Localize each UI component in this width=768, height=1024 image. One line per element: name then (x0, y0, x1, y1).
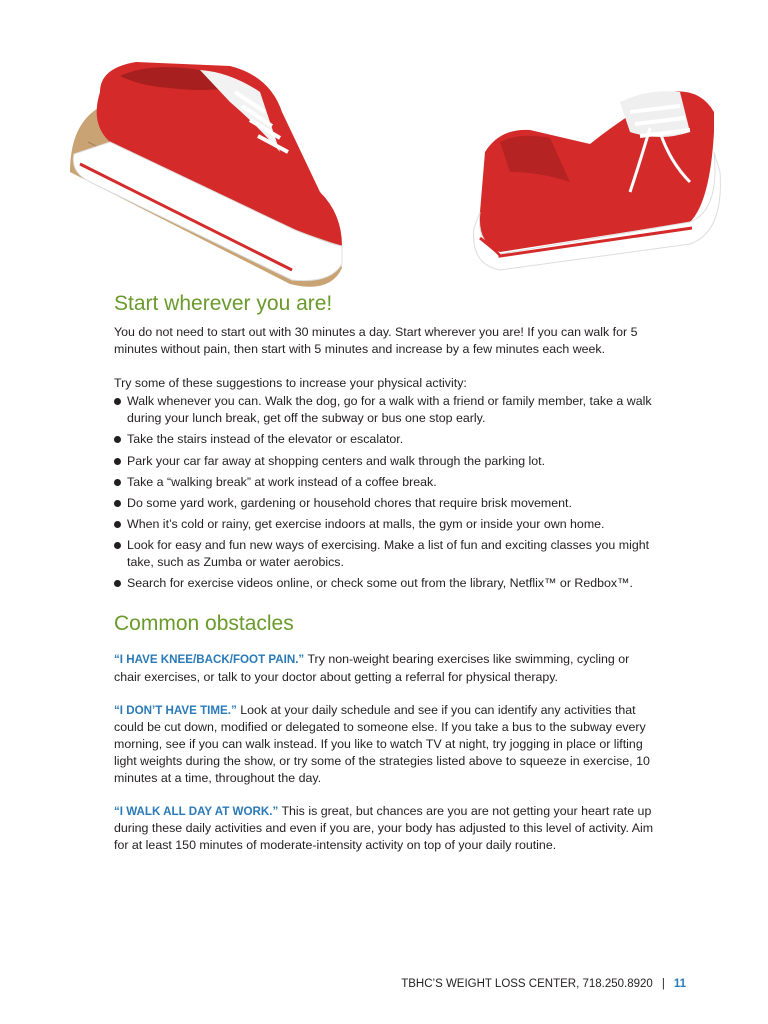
suggestions-lead: Try some of these suggestions to increase your physical activity: (114, 375, 467, 390)
footer-separator: | (661, 978, 665, 990)
red-sneakers-image (30, 32, 736, 300)
list-item: Take a “walking break” at work instead of a coffee break. (114, 474, 654, 491)
list-item: When it’s cold or rainy, get exercise indoors at malls, the gym or inside your own home. (114, 516, 654, 533)
obstacle-heading: “I WALK ALL DAY AT WORK.” (114, 804, 279, 818)
obstacle-heading: “I HAVE KNEE/BACK/FOOT PAIN.” (114, 653, 305, 667)
bullet-icon (114, 398, 121, 405)
bullet-icon (114, 521, 121, 528)
obstacle-text: This is great, but chances are you are not getting your heart rate up during these daily activities and even if you are, your body has adjusted to this level of activity. Aim for at least 150 minutes of moderate-intensity activity on top of your daily routine. (114, 803, 654, 853)
list-item: Take the stairs instead of the elevator or escalator. (114, 431, 654, 448)
left-sneaker-icon (70, 62, 342, 287)
list-item: Park your car far away at shopping centers and walk through the parking lot. (114, 453, 654, 470)
bullet-icon (114, 500, 121, 507)
bullet-icon (114, 580, 121, 587)
right-sneaker-icon (474, 91, 721, 270)
bullet-icon (114, 479, 121, 486)
bullet-icon (114, 436, 121, 443)
suggestions-list (114, 393, 654, 592)
bullet-icon (114, 542, 121, 549)
page-footer (401, 978, 686, 990)
obstacle-text: Try non-weight bearing exercises like swimming, cycling or chair exercises, or talk to your doctor about getting a referral for physical therapy. (114, 652, 630, 684)
page-number: 11 (673, 978, 686, 990)
list-item: Walk whenever you can. Walk the dog, go for a walk with a friend or family member, take a walk during your lunch break, get off the subway or bus one stop early. (114, 393, 654, 427)
obstacle-text: Look at your daily schedule and see if you can identify any activities that could be cut down, modified or delegated to someone else. If you take a bus to the subway every morning, see if you can walk instead. If you like to watch TV at night, try jogging in place or lifting light weights during the show, or try some of the strategies listed above to squeeze in exercise, 10 minutes at a time, throughout the day. (114, 702, 650, 785)
section-title-start: Start wherever you are! (114, 292, 333, 315)
footer-org: TBHC’S WEIGHT LOSS CENTER, 718.250.8920 (401, 978, 653, 990)
list-item: Search for exercise videos online, or check some out from the library, Netflix™ or Redbox™. (114, 575, 654, 592)
bullet-icon (114, 458, 121, 465)
list-item: Look for easy and fun new ways of exercising. Make a list of fun and exciting classes you might take, such as Zumba or water aerobics. (114, 537, 654, 571)
obstacle-paragraph (114, 803, 654, 854)
page-content (114, 290, 654, 854)
obstacle-heading: “I DON’T HAVE TIME.” (114, 703, 237, 717)
section-title-obstacles: Common obstacles (114, 612, 294, 636)
obstacle-paragraph (114, 651, 654, 686)
obstacle-paragraph (114, 702, 654, 787)
intro-paragraph: You do not need to start out with 30 minutes a day. Start wherever you are! If you can walk for 5 minutes without pain, then start with 5 minutes and increase by a few minutes each week. (114, 325, 638, 356)
list-item: Do some yard work, gardening or household chores that require brisk movement. (114, 495, 654, 512)
